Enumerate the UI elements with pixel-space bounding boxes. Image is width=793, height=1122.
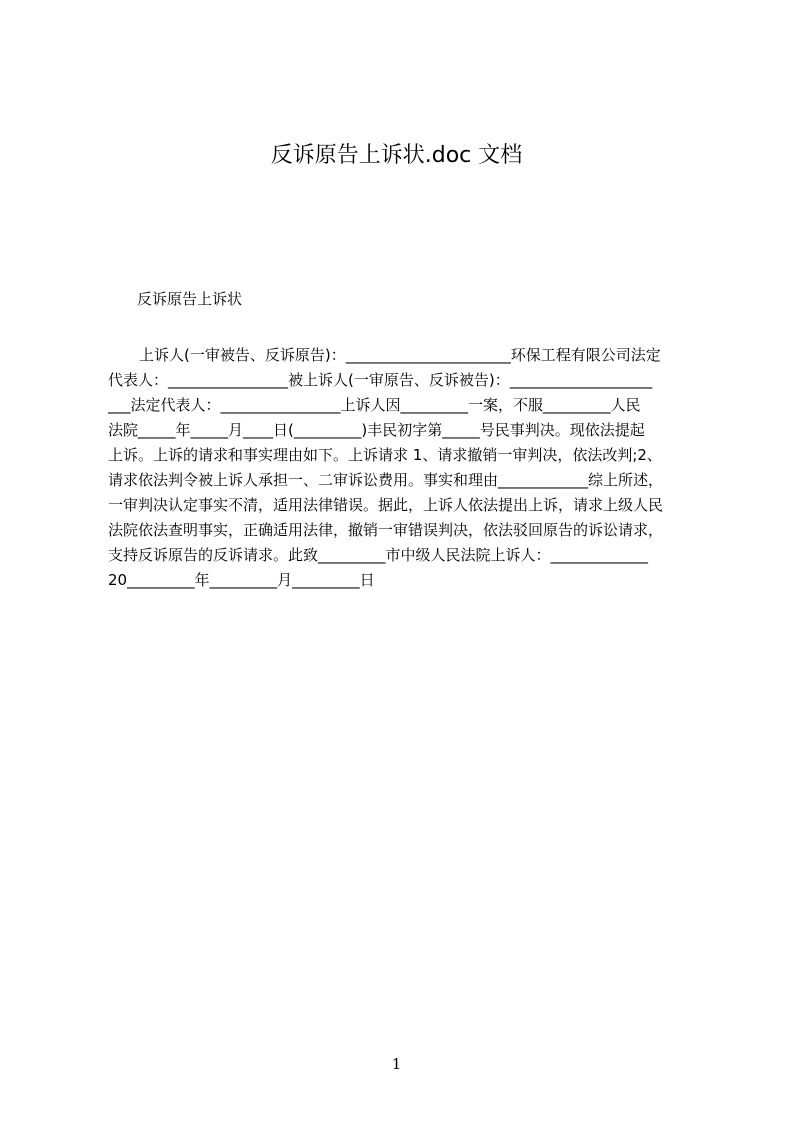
document-body bbox=[108, 343, 698, 593]
body-line: 上诉。上诉的请求和事实理由如下。上诉请求 1、请求撤销一审判决，依法改判;2、 bbox=[108, 446, 662, 464]
document-title: 反诉原告上诉状.doc 文档 bbox=[270, 143, 523, 168]
body-line: 请求依法判令被上诉人承担一、二审诉讼费用。事实和理由____________综上所述， bbox=[108, 471, 664, 489]
body-line: 代表人：________________被上诉人(一审原告、反诉被告)：___________________ bbox=[108, 371, 653, 389]
document-subtitle: 反诉原告上诉状 bbox=[137, 290, 243, 308]
body-line: 支持反诉原告的反诉请求。此致_________市中级人民法院上诉人：_____________ bbox=[108, 546, 649, 564]
body-line: 一审判决认定事实不清，适用法律错误。据此，上诉人依法提出上诉，请求上级人民 bbox=[108, 496, 664, 514]
body-line: 20_________年_________月_________日 bbox=[108, 571, 375, 589]
body-line: 上诉人(一审被告、反诉原告)：______________________环保工程有限公司法定 bbox=[139, 346, 661, 364]
body-line: 法院依法查明事实，正确适用法律，撤销一审错误判决，依法驳回原告的诉讼请求， bbox=[108, 521, 664, 539]
body-line: ___法定代表人：________________上诉人因_________一案，不服_________人民 bbox=[108, 396, 641, 414]
body-line: 法院_____年_____月____日(_________)丰民初字第_____号民事判决。现依法提起 bbox=[108, 421, 645, 439]
page-number: 1 bbox=[391, 1055, 402, 1073]
